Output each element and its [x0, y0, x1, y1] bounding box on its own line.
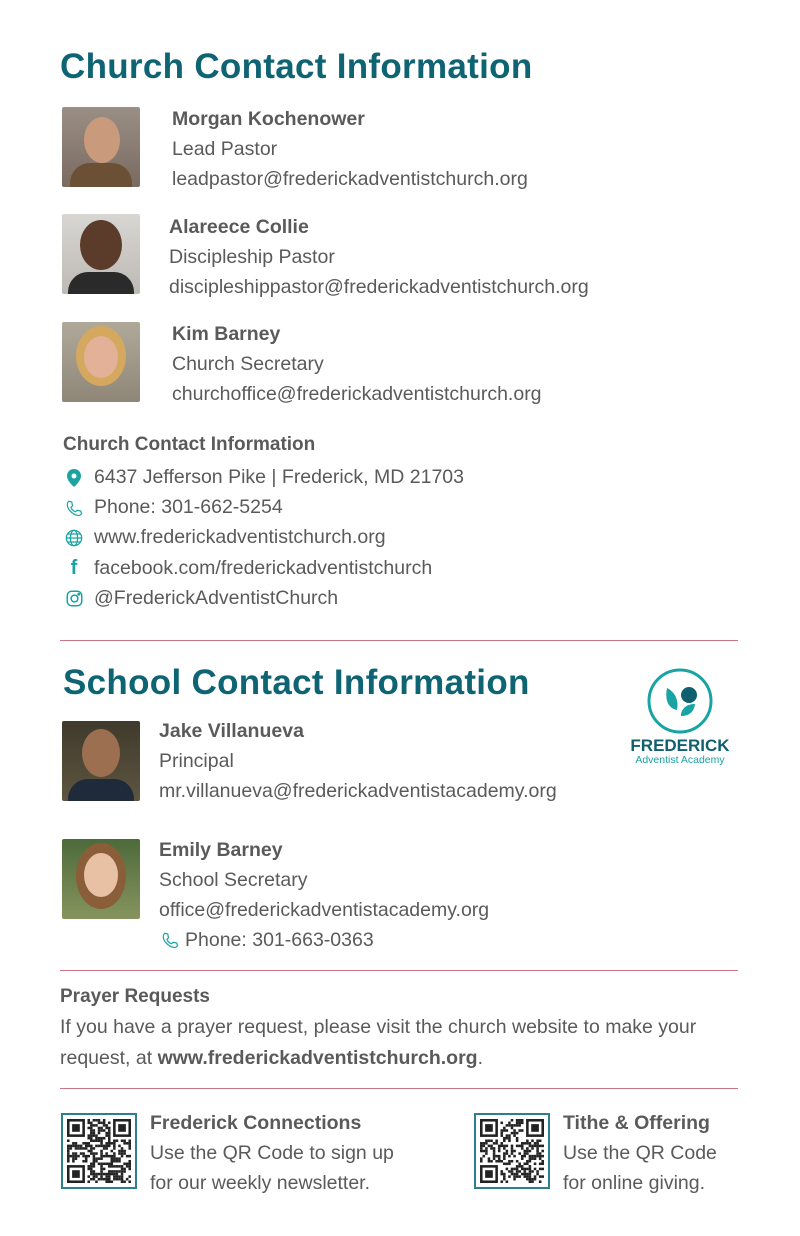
prayer-body: If you have a prayer request, please visit the church website to make your request, at — [60, 1016, 697, 1069]
globe-icon — [63, 529, 85, 547]
photo-kim — [62, 322, 140, 402]
qr-code-newsletter[interactable] — [61, 1113, 137, 1189]
instagram-link[interactable]: @FrederickAdventistChurch — [94, 587, 339, 609]
qr-title: Tithe & Offering — [563, 1112, 710, 1134]
qr-line: for our weekly newsletter. — [150, 1172, 371, 1194]
qr-line: for online giving. — [563, 1172, 706, 1194]
prayer-end: . — [477, 1047, 484, 1069]
location-pin-icon — [63, 469, 85, 487]
divider — [60, 970, 738, 971]
photo-morgan — [62, 107, 140, 187]
person-name: Morgan Kochenower — [172, 108, 365, 130]
person-emily — [159, 835, 489, 955]
person-role: Principal — [159, 750, 234, 772]
prayer-heading: Prayer Requests — [60, 986, 210, 1007]
person-email[interactable]: office@frederickadventistacademy.org — [159, 899, 490, 921]
qr-code-giving[interactable] — [474, 1113, 550, 1189]
church-title: Church Contact Information — [60, 47, 533, 86]
prayer-text — [60, 1012, 750, 1074]
person-kim — [172, 319, 542, 409]
address: 6437 Jefferson Pike | Frederick, MD 21703 — [94, 466, 464, 488]
person-email[interactable]: leadpastor@frederickadventistchurch.org — [172, 168, 528, 190]
photo-jake — [62, 721, 140, 801]
school-phone[interactable]: Phone: 301-663-0363 — [185, 929, 374, 951]
person-name: Emily Barney — [159, 839, 283, 861]
website-link[interactable]: www.frederickadventistchurch.org — [94, 526, 386, 548]
qr-newsletter-text — [150, 1108, 394, 1198]
person-alareece — [169, 212, 589, 302]
photo-emily — [62, 839, 140, 919]
person-email[interactable]: churchoffice@frederickadventistchurch.org — [172, 383, 542, 405]
person-role: Church Secretary — [172, 353, 324, 375]
person-email[interactable]: mr.villanueva@frederickadventistacademy.org — [159, 780, 557, 802]
divider — [60, 1088, 738, 1089]
contact-heading: Church Contact Information — [63, 434, 316, 455]
person-role: School Secretary — [159, 869, 308, 891]
person-role: Lead Pastor — [172, 138, 278, 160]
qr-line: Use the QR Code — [563, 1142, 717, 1164]
church-phone[interactable]: Phone: 301-662-5254 — [94, 496, 283, 518]
qr-giving-text — [563, 1108, 717, 1198]
photo-alareece — [62, 214, 140, 294]
instagram-icon — [63, 590, 85, 607]
phone-icon — [63, 499, 85, 517]
facebook-icon: f — [70, 557, 78, 579]
facebook-link[interactable]: facebook.com/frederickadventistchurch — [94, 557, 433, 579]
person-name: Alareece Collie — [169, 216, 309, 238]
divider — [60, 640, 738, 641]
person-morgan — [172, 104, 528, 194]
phone-icon — [159, 931, 181, 949]
person-email[interactable]: discipleshippastor@frederickadventistchurch.org — [169, 276, 589, 298]
qr-line: Use the QR Code to sign up — [150, 1142, 394, 1164]
person-jake — [159, 716, 557, 806]
school-title: School Contact Information — [63, 663, 530, 702]
academy-logo — [612, 668, 748, 766]
prayer-link[interactable]: www.frederickadventistchurch.org — [157, 1047, 478, 1069]
person-role: Discipleship Pastor — [169, 246, 335, 268]
logo-subtitle: Adventist Academy — [635, 754, 725, 766]
qr-title: Frederick Connections — [150, 1112, 362, 1134]
person-name: Jake Villanueva — [159, 720, 304, 742]
person-name: Kim Barney — [172, 323, 281, 345]
logo-name: FREDERICK — [630, 736, 730, 755]
